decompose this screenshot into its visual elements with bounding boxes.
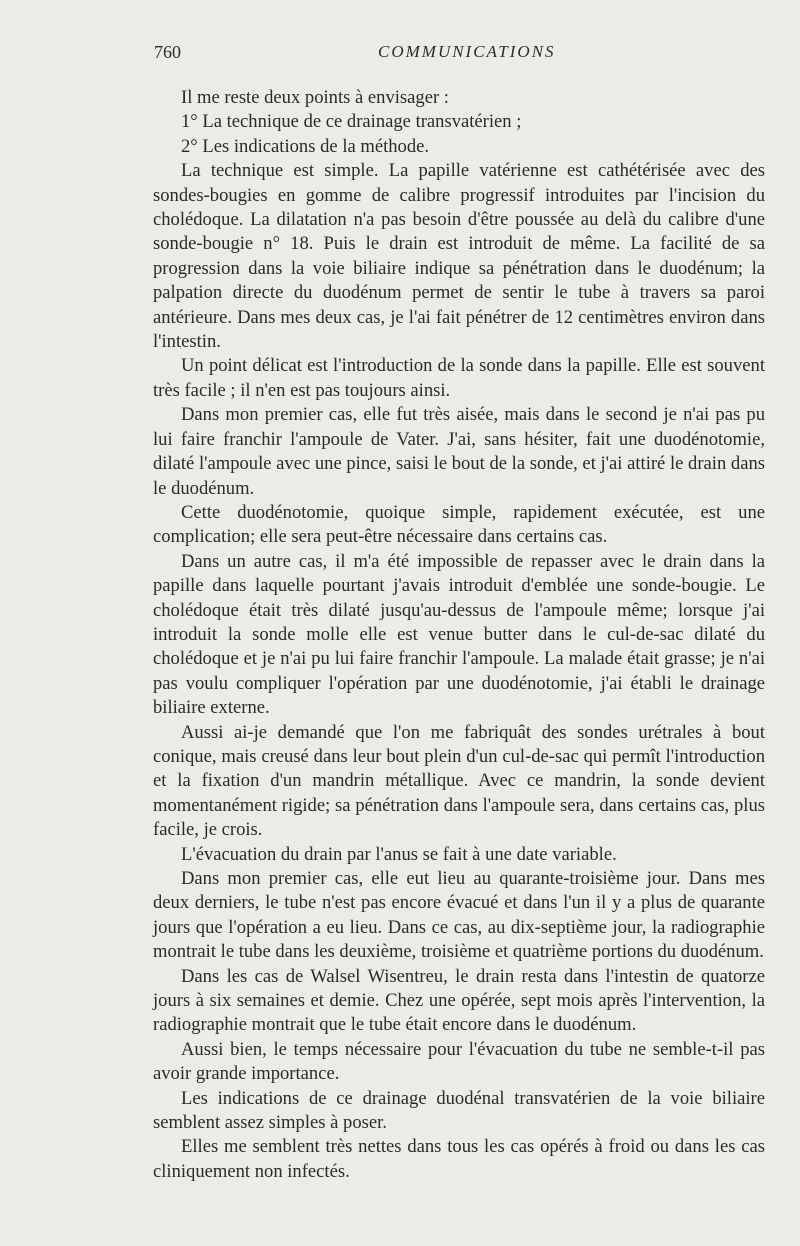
paragraph: Les indications de ce drainage duodénal transvatérien de la voie biliaire semblent assez simples à poser. [153, 1087, 765, 1134]
running-head: COMMUNICATIONS [378, 42, 556, 61]
paragraph: Cette duodénotomie, quoique simple, rapidement exécutée, est une complication; elle sera peut-être nécessaire dans certains cas. [153, 501, 765, 548]
page-header [154, 42, 766, 72]
paragraph: Un point délicat est l'introduction de la sonde dans la papille. Elle est souvent très facile ; il n'en est pas toujours ainsi. [153, 355, 765, 401]
paragraph: Dans un autre cas, il m'a été impossible de repasser avec le drain dans la papille dans laquelle pourtant j'avais introduit d'emblée une sonde-bougie. Le cholédoque était très dilaté jusqu'au-dessus de l'ampoule même; lorsque j'ai introduit la sonde molle elle est venue butter dans le cul-de-sac dilaté du cholédoque et je n'ai pu lui faire franchir l'ampoule. La malade était grasse; je n'ai pas voulu compliquer l'opération par une duodénotomie, j'ai établi le drainage biliaire externe. [153, 550, 765, 719]
paragraph: 1° La technique de ce drainage transvatérien ; [181, 111, 522, 133]
paragraph: 2° Les indications de la méthode. [181, 135, 430, 157]
paragraph: Dans les cas de Walsel Wisentreu, le drain resta dans l'intestin de quatorze jours à six semaines et demie. Chez une opérée, sept mois après l'intervention, la radiographie montrait que le tube était encore dans le duodénum. [153, 965, 765, 1036]
paragraph: L'évacuation du drain par l'anus se fait à une date variable. [181, 843, 617, 865]
paragraph: Elles me semblent très nettes dans tous les cas opérés à froid ou dans les cas cliniquement non infectés. [153, 1136, 765, 1182]
paragraph: Aussi bien, le temps nécessaire pour l'évacuation du tube ne semble-t-il pas avoir grande importance. [153, 1038, 765, 1085]
paragraph: Il me reste deux points à envisager : [181, 87, 449, 108]
body-text [153, 86, 765, 1184]
paragraph: Aussi ai-je demandé que l'on me fabriquât des sondes urétrales à bout conique, mais creusé dans leur bout plein d'un cul-de-sac qui permît l'introduction et la fixation d'un mandrin métallique. Avec ce mandrin, la sonde devient momentanément rigide; sa pénétration dans l'ampoule sera, dans certains cas, plus facile, je crois. [153, 721, 765, 841]
paragraph: Dans mon premier cas, elle fut très aisée, mais dans le second je n'ai pas pu lui faire franchir l'ampoule de Vater. J'ai, sans hésiter, fait une duodénotomie, dilaté l'ampoule avec une pince, saisi le bout de la sonde, et j'ai attiré le drain dans le duodénum. [153, 404, 765, 499]
paragraph: Dans mon premier cas, elle eut lieu au quarante-troisième jour. Dans mes deux derniers, le tube n'est pas encore évacué et dans l'un il y a plus de quarante jours que l'opération a eu lieu. Dans ce cas, au dix-septième jour, la radiographie montrait le tube dans les deuxième, troisième et quatrième portions du duodénum. [153, 868, 765, 963]
page-number: 760 [154, 42, 181, 62]
paragraph: La technique est simple. La papille vatérienne est cathétérisée avec des sondes-bougies en gomme de calibre progressif introduites par l'incision du cholédoque. La dilatation n'a pas besoin d'être poussée au delà du calibre d'une sonde-bougie n° 18. Puis le drain est introduit de même. La facilité de sa progression dans la voie biliaire indique sa pénétration dans le duodénum; la palpation directe du duodénum permet de sentir le tube à travers sa paroi antérieure. Dans mes deux cas, je l'ai fait pénétrer de 12 centimètres environ dans l'intestin. [153, 160, 765, 353]
